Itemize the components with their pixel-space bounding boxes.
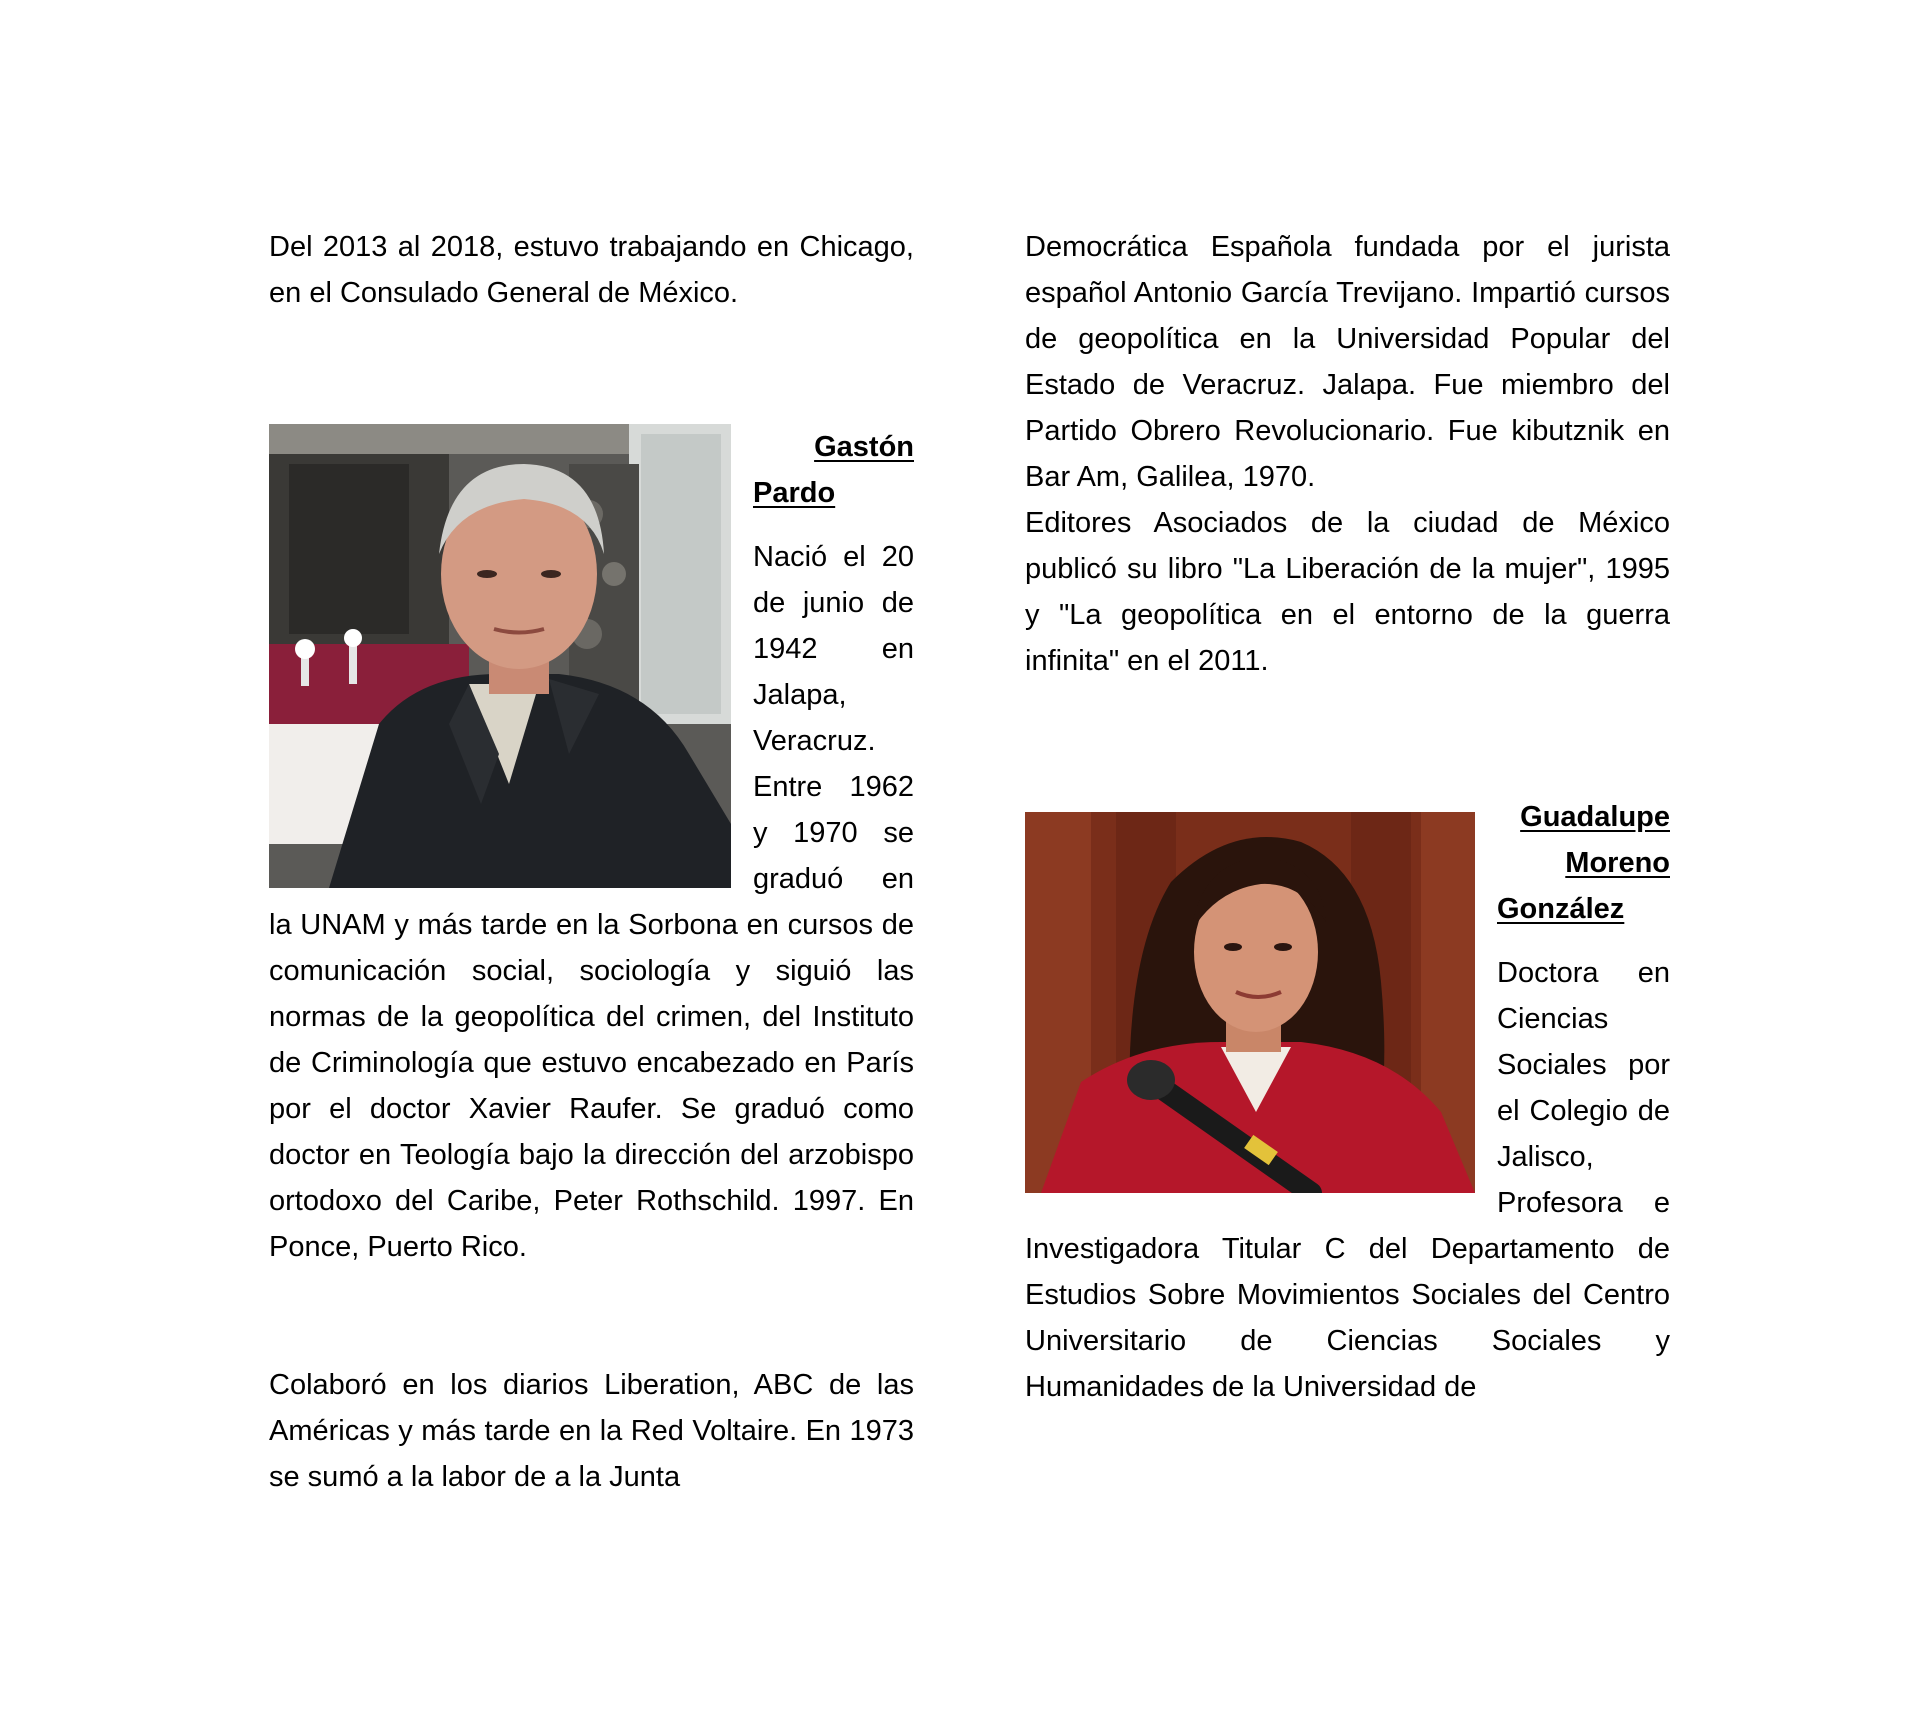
- bio-name-line2: Pardo: [753, 477, 836, 509]
- right-column: [1025, 224, 1670, 1410]
- bio-guadalupe-moreno: [1025, 794, 1670, 1410]
- bio-name-line1: Gastón: [814, 431, 914, 463]
- portrait-woman-illustration: [1025, 812, 1475, 1193]
- portrait-photo-gaston-pardo: [269, 424, 731, 888]
- bio-name-line2: Moreno: [1565, 847, 1670, 879]
- bio-text-gaston-pardo: Nació el 20 de junio de 1942 en Jalapa, Veracruz. Entre 1962 y 1970 se graduó en la UNAM y más tarde en la Sorbona en cursos de comunicación social, sociología y siguió las normas de la geopolítica del crimen, del Instituto de Criminología que estuvo encabezado en París por el doctor Xavier Raufer. Se graduó como doctor en Teología bajo la dirección del arzobispo ortodoxo del Caribe, Peter Rothschild. 1997. En Ponce, Puerto Rico.: [269, 541, 914, 1263]
- continuation-paragraph-2: Editores Asociados de la ciudad de México publicó su libro "La Liberación de la mujer", 1995 y "La geopolítica en el entorno de la guerra infinita" en el 2011.: [1025, 507, 1670, 677]
- continuation-paragraph: Democrática Española fundada por el jurista español Antonio García Trevijano. Impartió cursos de geopolítica en la Universidad Popular del Estado de Veracruz. Jalapa. Fue miembro del Partido Obrero Revolucionario. Fue kibutznik en Bar Am, Galilea, 1970.: [1025, 231, 1670, 493]
- bio-name-line1: Guadalupe: [1520, 801, 1670, 833]
- portrait-photo-guadalupe-moreno: [1025, 812, 1475, 1193]
- bio-text-guadalupe-moreno: Doctora en Ciencias Sociales por el Colegio de Jalisco, Profesora e Investigadora Titular C del Departamento de Estudios Sobre Movimientos Sociales del Centro Universitario de Ciencias Sociales y Humanidades de la Universidad de: [1025, 957, 1670, 1403]
- closing-paragraph: Colaboró en los diarios Liberation, ABC de las Américas y más tarde en la Red Voltaire. En 1973 se sumó a la labor de a la Junta: [269, 1369, 914, 1493]
- bio-name-line3: González: [1497, 893, 1625, 925]
- portrait-man-illustration: [269, 424, 731, 888]
- left-column: [269, 224, 914, 1500]
- intro-paragraph: Del 2013 al 2018, estuvo trabajando en Chicago, en el Consulado General de México.: [269, 231, 914, 309]
- bio-gaston-pardo: [269, 424, 914, 1270]
